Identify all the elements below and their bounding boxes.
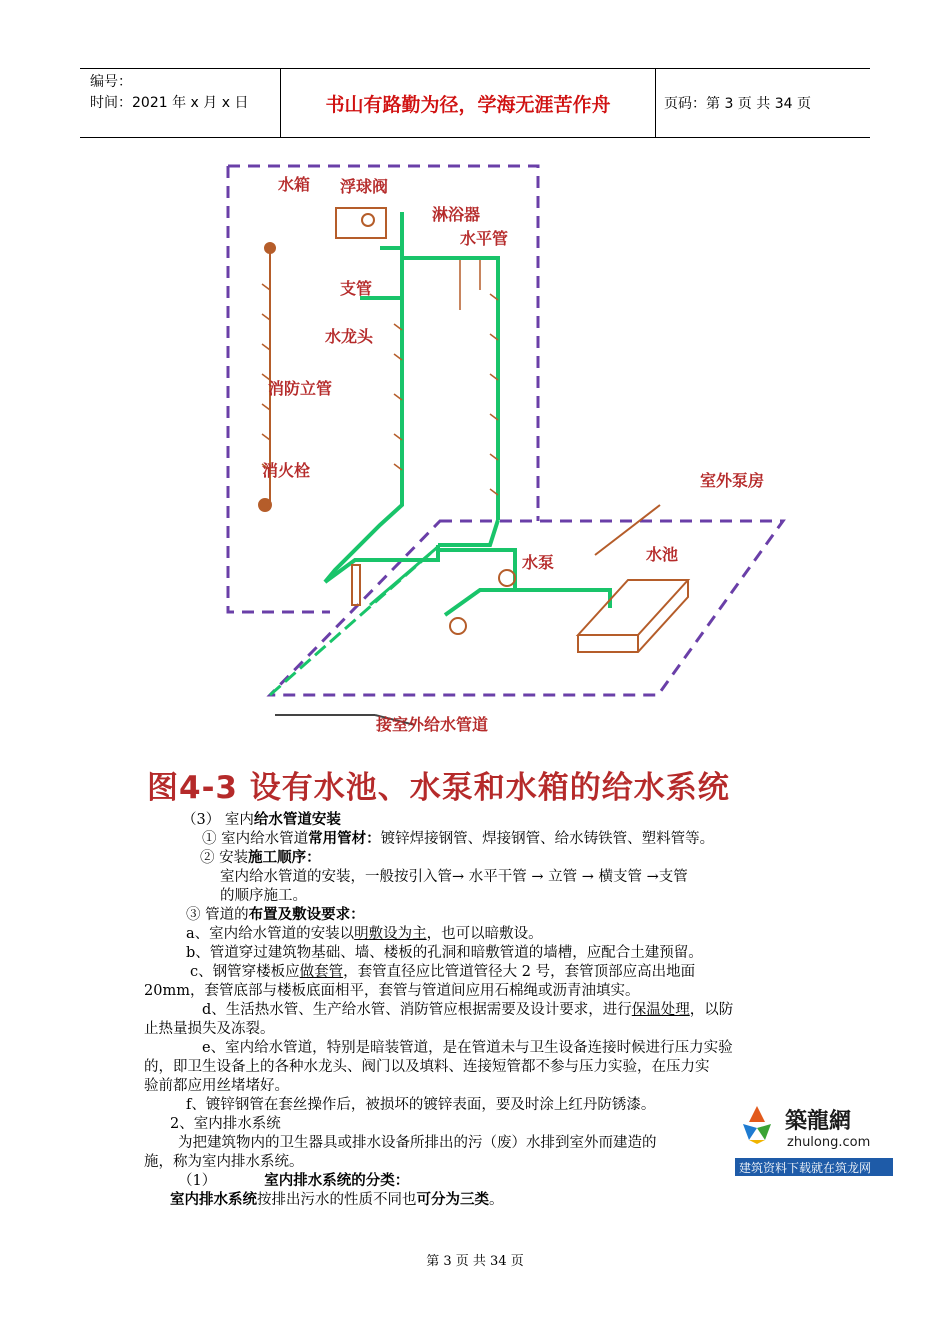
logo-domain: zhulong.com xyxy=(787,1135,871,1150)
label-tank: 水箱 xyxy=(278,175,311,194)
header-meta xyxy=(80,69,280,137)
page-header xyxy=(80,68,870,138)
label-pump-room: 室外泵房 xyxy=(700,471,765,490)
hydrant-symbol xyxy=(259,499,271,511)
doc-number: 编号： xyxy=(90,74,132,90)
pump-symbol-2 xyxy=(450,618,466,634)
label-outdoor-main: 接室外给水管道 xyxy=(376,715,489,734)
para-20: （1） 室内排水系统的分类： xyxy=(178,1173,410,1189)
tank-outlet-pipe xyxy=(380,212,402,248)
para-15: 验前都应用丝堵堵好。 xyxy=(144,1078,289,1094)
pool-line xyxy=(515,590,610,608)
para-11: d、生活热水管、生产给水管、消防管应根据需要及设计要求，进行保温处理，以防 xyxy=(202,1002,734,1018)
para-18: 为把建筑物内的卫生器具或排水设备所排出的污（废）水排到室外而建造的 xyxy=(178,1135,657,1151)
logo-slogan: 建筑资料下载就在筑龙网 xyxy=(739,1161,872,1175)
header-page-info: 页码：第 3 页 共 34 页 xyxy=(664,96,811,112)
label-faucet: 水龙头 xyxy=(325,327,374,346)
para-6: ③ 管道的布置及敷设要求： xyxy=(186,907,365,923)
figure-caption: 图4-3 设有水池、水泵和水箱的给水系统 xyxy=(147,770,730,806)
para-17: 2、室内排水系统 xyxy=(170,1116,281,1132)
para-4: 室内给水管道的安装，一般按引入管→ 水平干管 → 立管 → 横支管 →支管 xyxy=(220,869,688,885)
body-text xyxy=(144,811,806,1210)
float-valve-ball xyxy=(362,214,374,226)
para-21: 室内排水系统按排出污水的性质不同也可分为三类。 xyxy=(170,1192,504,1208)
logo-name: 築龍網 xyxy=(785,1109,852,1134)
zhulong-logo xyxy=(735,1098,895,1178)
pump-line xyxy=(440,550,515,615)
para-19: 施，称为室内排水系统。 xyxy=(144,1154,304,1170)
para-8: b、管道穿过建筑物基础、墙、楼板的孔洞和暗敷管道的墙槽，应配合土建预留。 xyxy=(186,945,703,961)
label-fire-riser: 消防立管 xyxy=(268,379,333,398)
para-12: 止热量损失及冻裂。 xyxy=(144,1021,275,1037)
para-5: 的顺序施工。 xyxy=(220,888,307,904)
logo-mark-icon xyxy=(743,1106,771,1144)
label-branch: 支管 xyxy=(340,279,373,298)
label-float-valve: 浮球阀 xyxy=(340,177,389,196)
label-hydrant: 消火栓 xyxy=(262,461,311,480)
para-2: ① 室内给水管道常用管材：镀锌焊接钢管、焊接钢管、给水铸铁管、塑料管等。 xyxy=(202,831,715,847)
water-tank xyxy=(336,208,386,238)
pump-room-outline xyxy=(270,521,783,695)
riser-top xyxy=(265,243,275,253)
label-pump: 水泵 xyxy=(522,553,555,572)
sleeve xyxy=(352,565,360,605)
doc-time: 时间：2021 年 x 月 x 日 xyxy=(90,95,249,111)
para-7: a、室内给水管道的安装以明敷设为主，也可以暗敷设。 xyxy=(186,926,543,942)
page-footer: 第 3 页 共 34 页 xyxy=(426,1254,524,1269)
pump-symbol xyxy=(499,570,515,586)
intake-pipe-2 xyxy=(370,545,440,605)
header-motto: 书山有路勤为径，学海无涯苦作舟 xyxy=(280,69,656,137)
label-shower: 淋浴器 xyxy=(432,205,481,224)
para-1: （3） 室内给水管道安装 xyxy=(182,812,341,828)
para-13: e、室内给水管道，特别是暗装管道，是在管道未与卫生设备连接时候进行压力实验 xyxy=(202,1040,733,1056)
para-16: f、镀锌钢管在套丝操作后，被损坏的镀锌表面，要及时涂上红丹防锈漆。 xyxy=(186,1097,656,1113)
label-pool: 水池 xyxy=(646,545,679,564)
para-10: 20mm，套管底部与楼板底面相平，套管与管道间应用石棉绳或沥青油填实。 xyxy=(144,983,640,999)
faucet-marks xyxy=(262,260,498,495)
water-supply-diagram xyxy=(140,150,800,750)
para-3: ② 安装施工顺序： xyxy=(200,850,321,866)
connector xyxy=(438,520,498,545)
horizontal-pipe xyxy=(402,258,498,520)
label-horizontal-pipe: 水平管 xyxy=(460,229,509,248)
para-14: 的，即卫生设备上的各种水龙头、阀门以及填料、连接短管都不参与压力实验，在压力实 xyxy=(144,1059,710,1075)
para-9: c、钢管穿楼板应做套管，套管直径应比管道管径大 2 号，套管顶部应高出地面 xyxy=(190,964,696,980)
